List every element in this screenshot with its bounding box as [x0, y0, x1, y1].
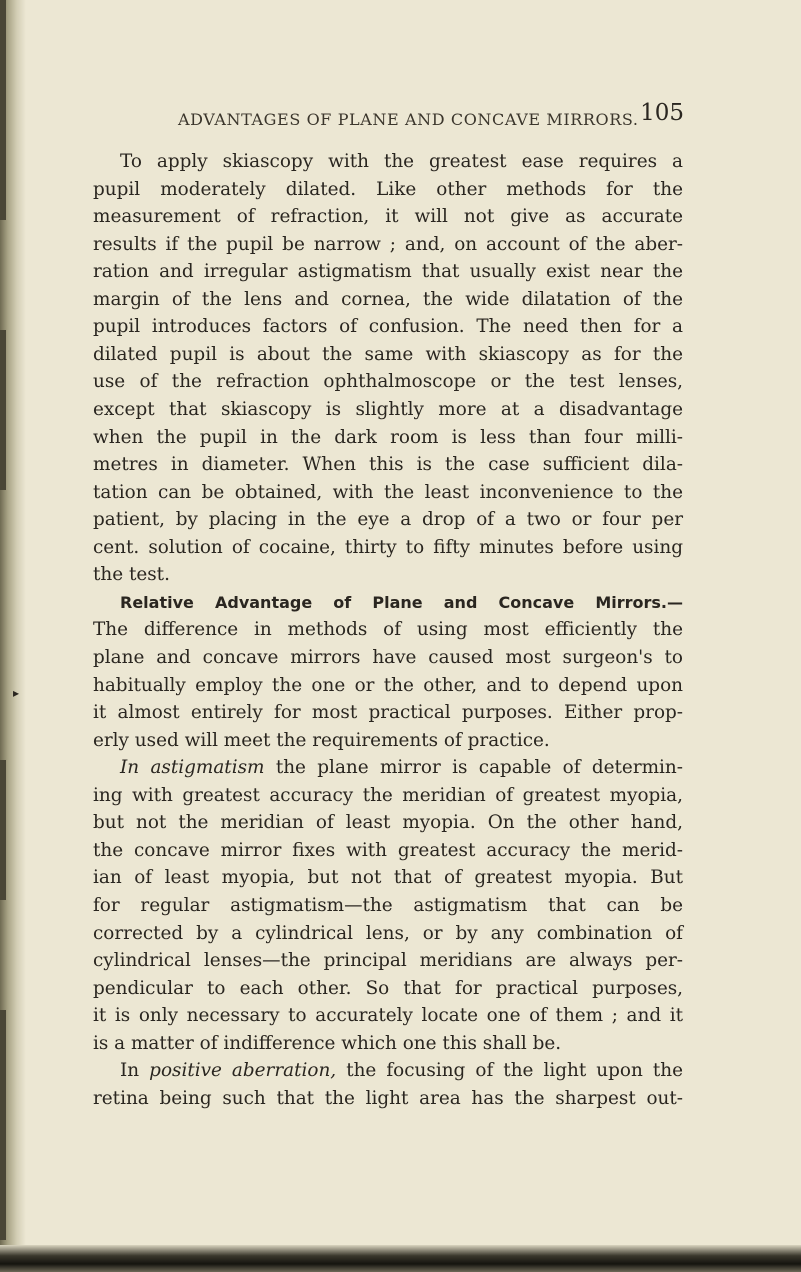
text-line: the concave mirror fixes with greatest accuracy the merid- [93, 840, 683, 861]
text-line: ian of least myopia, but not that of greatest myopia. But [93, 867, 683, 888]
text-line: plane and concave mirrors have caused most surgeon's to [93, 647, 683, 668]
binding-gutter-shadow [0, 0, 26, 1272]
text-line: margin of the lens and cornea, the wide dilatation of the [93, 289, 683, 310]
text-run: the focusing of the light upon the [336, 1060, 683, 1081]
text-line: is a matter of indifference which one this shall be. [93, 1033, 562, 1054]
text-line: it almost entirely for most practical purposes. Either prop- [93, 702, 683, 723]
text-line: dilated pupil is about the same with skiascopy as for the [93, 344, 683, 365]
text-line: pupil moderately dilated. Like other methods for the [93, 179, 683, 200]
binding-shadow-stripe [0, 0, 6, 220]
text-line: retina being such that the light area has the sharpest out- [93, 1088, 683, 1109]
text-run: the plane mirror is capable of determin- [264, 757, 683, 778]
text-line: ing with greatest accuracy the meridian of greatest myopia, [93, 785, 683, 806]
text-line: the test. [93, 564, 170, 585]
binding-shadow-stripe [0, 330, 6, 490]
text-line: To apply skiascopy with the greatest ease requires a [120, 151, 683, 172]
text-line: corrected by a cylindrical lens, or by any combination of [93, 923, 683, 944]
binding-shadow-stripe [0, 760, 6, 900]
text-line: it is only necessary to accurately locate one of them ; and it [93, 1005, 683, 1026]
text-run: In [120, 1060, 150, 1081]
text-line: cylindrical lenses—the principal meridians are always per- [93, 950, 683, 971]
text-line: use of the refraction ophthalmoscope or the test lenses, [93, 371, 683, 392]
text-line: for regular astigmatism—the astigmatism that can be [93, 895, 683, 916]
text-line: results if the pupil be narrow ; and, on account of the aber- [93, 234, 683, 255]
text-line: except that skiascopy is slightly more at a disadvantage [93, 399, 683, 420]
margin-arrow-icon: ▸ [13, 686, 20, 700]
text-line: pupil introduces factors of confusion. The need then for a [93, 316, 683, 337]
text-line: habitually employ the one or the other, and to depend upon [93, 675, 683, 696]
text-line: metres in diameter. When this is the case sufficient dila- [93, 454, 683, 475]
text-line [120, 1057, 683, 1085]
binding-shadow-stripe [0, 1010, 6, 1240]
text-line: patient, by placing in the eye a drop of a two or four per [93, 509, 683, 530]
italic-term: positive aberration, [149, 1060, 337, 1081]
page-number: 105 [640, 100, 684, 126]
text-line: but not the meridian of least myopia. On the other hand, [93, 812, 683, 833]
page-edge-shadow [0, 1245, 801, 1272]
text-line: erly used will meet the requirements of practice. [93, 730, 550, 751]
text-line: measurement of refraction, it will not give as accurate [93, 206, 683, 227]
italic-term: In astigmatism [120, 757, 265, 778]
text-line [120, 754, 683, 782]
text-line: pendicular to each other. So that for practical purposes, [93, 978, 683, 999]
text-line: cent. solution of cocaine, thirty to fifty minutes before using [93, 537, 683, 558]
text-line: when the pupil in the dark room is less than four milli- [93, 427, 683, 448]
section-heading: Relative Advantage of Plane and Concave Mirrors.— [120, 593, 683, 612]
running-head: ADVANTAGES OF PLANE AND CONCAVE MIRRORS. [178, 110, 639, 129]
text-line: The difference in methods of using most efficiently the [93, 619, 683, 640]
text-line: tation can be obtained, with the least inconvenience to the [93, 482, 683, 503]
text-line: ration and irregular astigmatism that usually exist near the [93, 261, 683, 282]
